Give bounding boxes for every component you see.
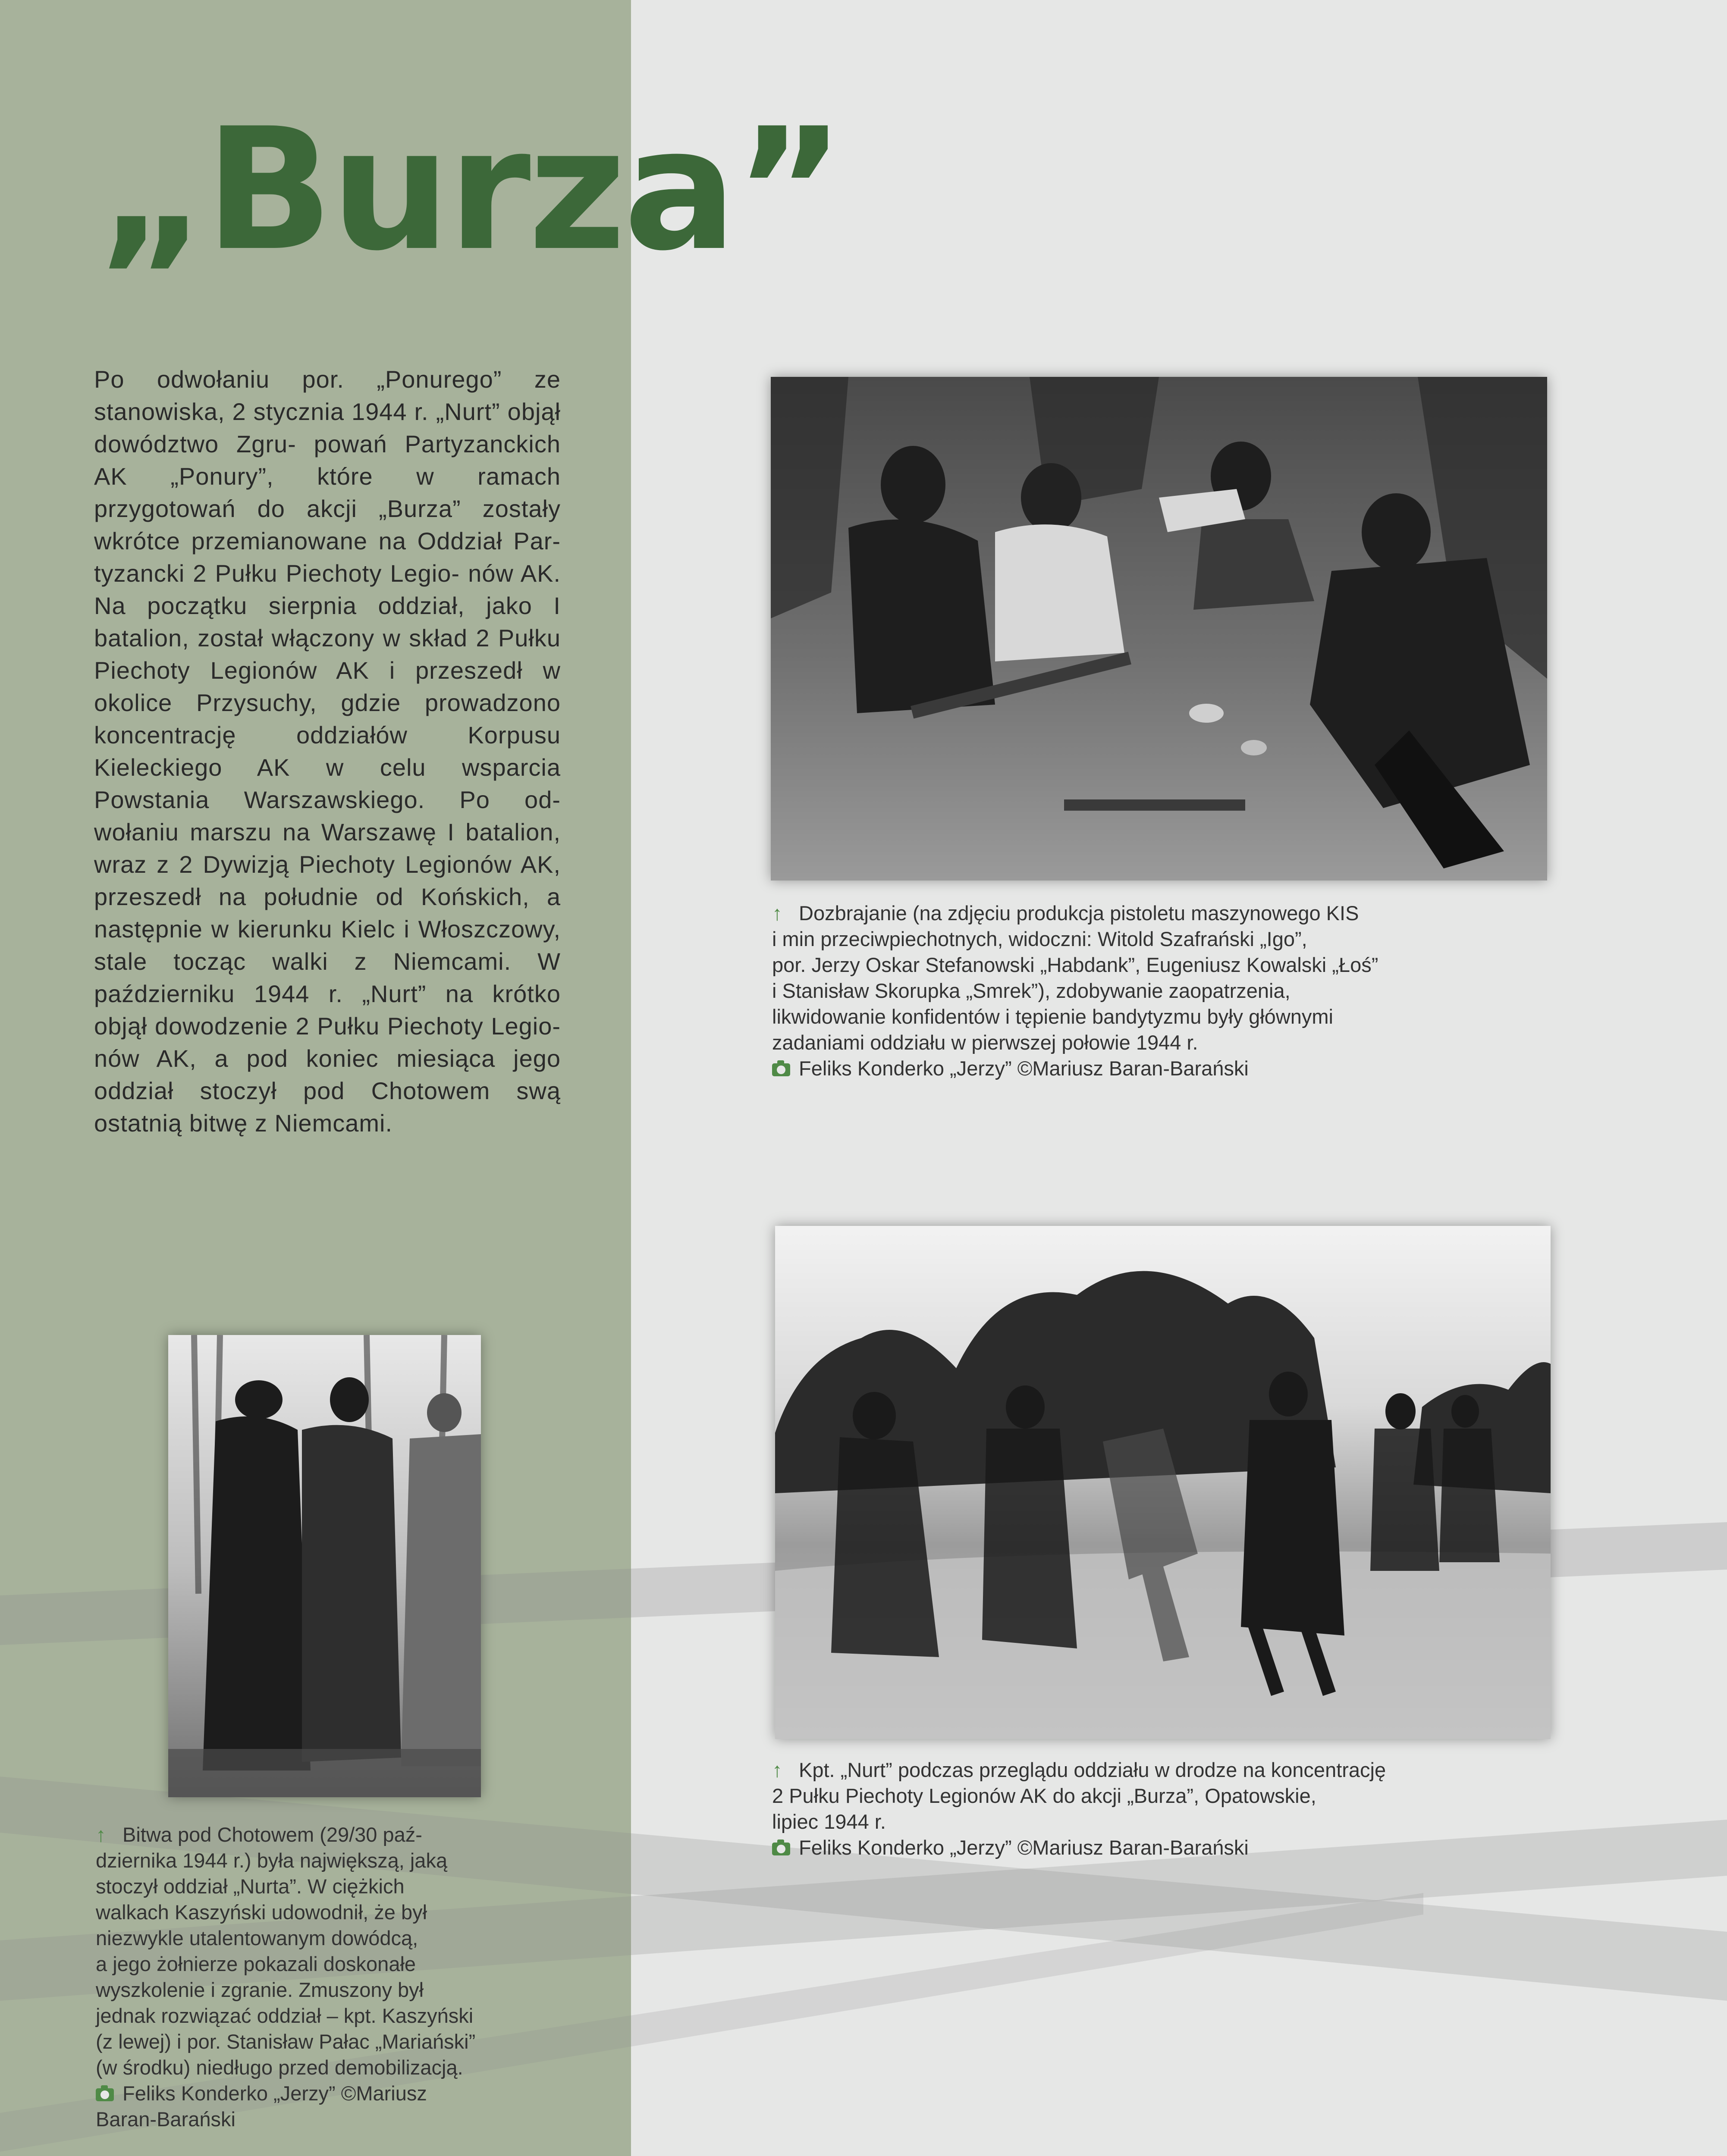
body-line: Kielc i Włoszczowy, stale tocząc: [94, 915, 561, 975]
body-line: do akcji „Burza” zostały wkrótce: [94, 495, 561, 555]
body-line: Po odwołaniu por. „Ponurego”: [94, 366, 502, 393]
body-line: „Nurt” objął dowództwo Zgru-: [94, 398, 561, 458]
body-line: które w ramach przygotowań: [94, 463, 561, 522]
arrow-up-icon: ↑: [772, 1758, 782, 1781]
caption-photo-rearming: ↑ Dozbrajanie (na zdjęciu produkcja pistoletu maszynowego KIS i min przeciwpiechotnych, widoczni: Witold Szafrański „Igo”, por. Jerzy Oskar Stefanowski „Habdank”, Eugeniusz Kowalski „Łoś” i Stanisław Skorupka „Smrek”), zdobywanie zaopatrzenia, likwidowanie konfidentów i tępienie bandytyzmu były głównymi zadaniami oddziału w pierwszej połowie 1944 r. Feliks Konderko „Jerzy” ©Mariusz Baran-Barański: [772, 900, 1378, 1081]
body-line: od Końskich, a następnie w kierunku: [94, 883, 561, 943]
body-line: Kieleckiego AK w celu wsparcia: [94, 754, 561, 781]
body-line: I batalion, wraz z 2 Dywizją Piechoty: [94, 818, 561, 878]
body-line: włączony w skład 2 Pułku Piechoty: [94, 624, 561, 684]
body-line: wołaniu marszu na Warszawę: [94, 818, 437, 846]
body-line: oddział stoczył pod Chotowem swą: [94, 1077, 561, 1104]
body-line: ostatnią bitwę z Niemcami.: [94, 1109, 393, 1137]
arrow-up-icon: ↑: [96, 1823, 106, 1846]
body-line: walki z Niemcami. W październiku: [94, 948, 561, 1007]
photo-inspection: [775, 1226, 1551, 1739]
body-line: Legionów AK, przeszedł na południe: [94, 851, 561, 910]
body-line: przemianowane na Oddział Par-: [191, 527, 561, 555]
body-line: tyzancki 2 Pułku Piechoty Legio-: [94, 560, 460, 587]
body-line: Przysuchy, gdzie prowadzono: [196, 689, 561, 716]
photo-rearming: [771, 377, 1547, 881]
body-line: powań Partyzanckich AK „Ponury”,: [94, 430, 561, 490]
body-line: nów AK. Na początku sierpnia: [94, 560, 561, 619]
caption-photo-officers: ↑ Bitwa pod Chotowem (29/30 paź- dziernika 1944 r.) była największą, jaką stoczył oddział „Nurta”. W ciężkich walkach Kaszyński udowodnił, że był niezwykle utalentowanym dowódcą, a jego żołnierze pokazali doskonałe wyszkolenie i zgranie. Zmuszony był jednak rozwiązać oddział – kpt. Kaszyński (z lewej) i por. Stanisław Pałac „Mariański” (w środku) niedługo przed demobilizacją. Feliks Konderko „Jerzy” ©Mariusz Baran-Barański: [96, 1822, 475, 2132]
body-line: Legionów AK i przeszedł w okolice: [94, 657, 561, 716]
arrow-up-icon: ↑: [772, 902, 782, 924]
camera-icon: [96, 2088, 114, 2101]
body-line: dowodzenie 2 Pułku Piechoty Legio-: [154, 1012, 561, 1040]
body-line: ze stanowiska, 2 stycznia 1944 r.: [94, 366, 561, 425]
body-line: 1944 r. „Nurt” na krótko objął: [94, 980, 561, 1040]
body-line: nów AK, a pod koniec miesiąca jego: [94, 1045, 561, 1072]
page-title: „Burza”: [97, 92, 843, 288]
body-line: oddział, jako I batalion, został: [94, 592, 561, 652]
body-line: koncentrację oddziałów Korpusu: [94, 721, 561, 749]
body-line: Powstania Warszawskiego. Po od-: [94, 786, 561, 813]
photo-officers: [168, 1335, 481, 1797]
caption-photo-inspection: ↑ Kpt. „Nurt” podczas przeglądu oddziału w drodze na koncentrację 2 Pułku Piechoty Legionów AK do akcji „Burza”, Opatowskie, lipiec 1944 r. Feliks Konderko „Jerzy” ©Mariusz Baran-Barański: [772, 1757, 1386, 1861]
camera-icon: [772, 1063, 790, 1076]
body-text: [94, 363, 561, 1139]
camera-icon: [772, 1843, 790, 1855]
